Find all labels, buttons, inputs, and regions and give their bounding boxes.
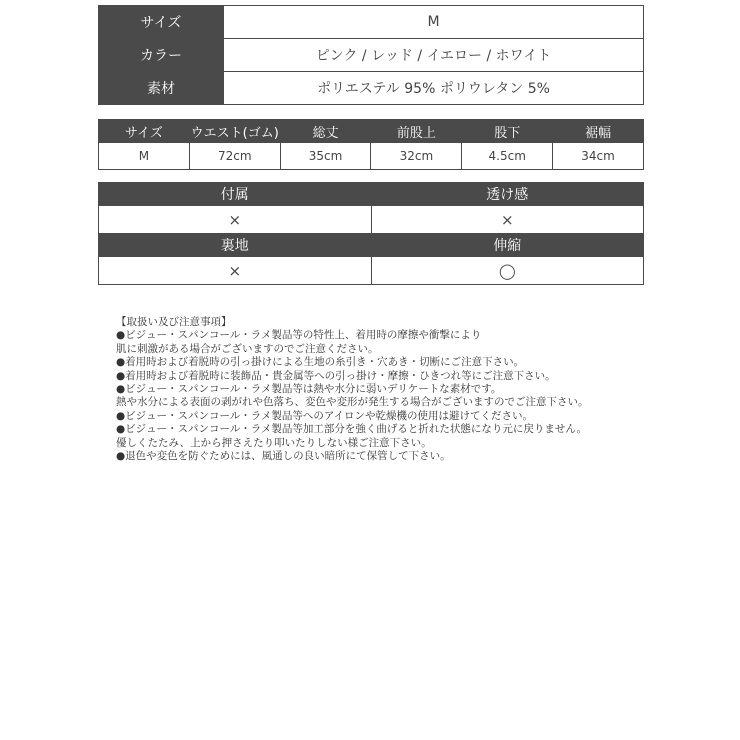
care-note-line: 熱や水分による表面の剥がれや色落ち、変色や変形が発生する場合がございますのでご注意下さい。 [116,396,589,409]
care-note-line: ●ビジュー・スパンコール・ラメ製品等へのアイロンや乾燥機の使用は避けてください。 [116,409,533,422]
waist-header: ウエスト(ゴム) [189,120,280,143]
sheerness-value: × [371,206,644,234]
product-info-table [98,5,644,105]
sheerness-header: 透け感 [371,183,644,206]
hem-width-header: 裾幅 [553,120,644,143]
care-note-line: ●ビジュー・スパンコール・ラメ製品等は熱や水分に弱いデリケートな素材です。 [116,383,502,396]
feature-header-row-2 [99,234,644,257]
care-note-line: ●ビジュー・スパンコール・ラメ製品等加工部分を強く曲げると折れた状態になり元に戻りません。 [116,423,588,436]
care-note-line: ●着用時および着脱時の引っ掛けによる生地の糸引き・穴あき・切断にご注意下さい。 [116,356,525,369]
accessories-value: × [99,206,372,234]
care-note-line: ●着用時および着脱時に装飾品・貴金属等への引っ掛け・摩擦・ひきつれ等にご注意下さい。 [116,369,556,382]
size-header: サイズ [99,120,190,143]
size-table-header-row [99,120,644,143]
feature-value-row-2 [99,257,644,285]
inseam-header: 股下 [462,120,553,143]
care-instructions [116,316,656,463]
product-info-row-color [99,39,644,72]
front-rise-cell: 32cm [371,143,462,170]
front-rise-header: 前股上 [371,120,462,143]
accessories-header: 付属 [99,183,372,206]
care-notes-heading: 【取扱い及び注意事項】 [116,316,232,328]
color-label: カラー [99,39,224,72]
lining-header: 裏地 [99,234,372,257]
material-value: ポリエステル 95% ポリウレタン 5% [224,72,644,105]
size-cell: M [99,143,190,170]
size-measurement-table [98,119,644,170]
size-value: M [224,6,644,39]
size-label: サイズ [99,6,224,39]
feature-value-row-1 [99,206,644,234]
product-info-row-material [99,72,644,105]
feature-header-row-1 [99,183,644,206]
total-length-cell: 35cm [280,143,371,170]
feature-table [98,182,644,285]
size-table-value-row [99,143,644,170]
total-length-header: 総丈 [280,120,371,143]
care-note-line: ●退色や変色を防ぐためには、風通しの良い暗所にて保管して下さい。 [116,450,451,463]
waist-cell: 72cm [189,143,280,170]
hem-width-cell: 34cm [553,143,644,170]
care-note-line: ●ビジュー・スパンコール・ラメ製品等の特性上、着用時の摩擦や衝撃により [116,329,482,342]
color-value: ピンク / レッド / イエロー / ホワイト [224,39,644,72]
stretch-header: 伸縮 [371,234,644,257]
product-info-row-size [99,6,644,39]
material-label: 素材 [99,72,224,105]
inseam-cell: 4.5cm [462,143,553,170]
lining-value: × [99,257,372,285]
care-note-line: 肌に刺激がある場合がございますのでご注意ください。 [116,342,379,355]
care-note-line: 優しくたたみ、上から押さえたり叩いたりしない様ご注意下さい。 [116,436,432,449]
stretch-value: ◯ [371,257,644,285]
